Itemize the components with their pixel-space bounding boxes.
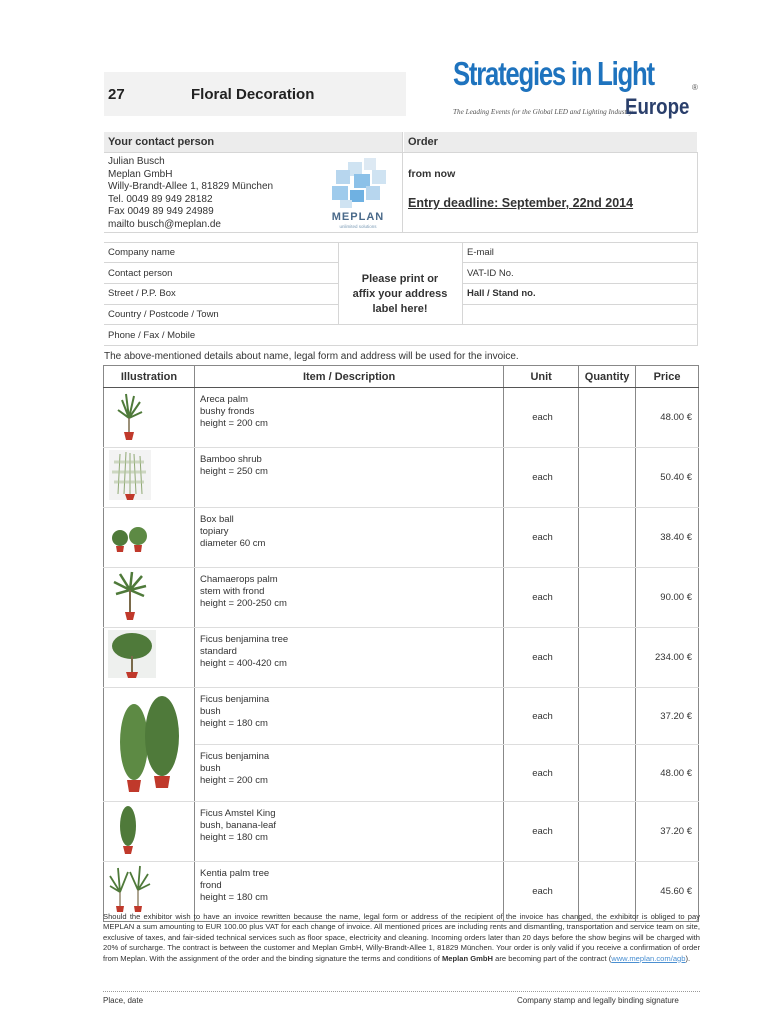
divider [104,232,698,233]
item-detail: stem with frond [200,586,265,597]
contact-heading: Your contact person [108,136,215,148]
contact-line: Tel. 0049 89 949 28182 [108,193,213,205]
item-description [195,388,504,448]
contact-line: Julian Busch [108,156,165,167]
item-unit: each [504,508,579,568]
plant-image [104,388,195,448]
item-detail: frond [200,880,222,891]
column-header-unit: Unit [504,366,579,388]
item-detail: bush [200,763,221,774]
terms-company: Meplan GmbH [441,953,494,963]
plant-image [104,508,195,568]
table-row [104,508,699,568]
item-unit: each [504,388,579,448]
item-unit: each [504,688,579,745]
item-detail: height = 180 cm [200,892,268,903]
table-row [104,628,699,688]
item-unit: each [504,568,579,628]
signature-line [103,991,700,992]
contact-line: Fax 0049 89 949 24989 [108,206,214,217]
palm-icon [104,388,194,444]
item-detail: bush, banana-leaf [200,820,277,831]
kentia-palm-icon [104,862,194,918]
phone-fax-mobile-field[interactable]: Phone / Fax / Mobile [108,330,196,341]
order-from: from now [408,168,456,180]
item-detail: height = 200 cm [200,775,268,786]
item-name: Ficus benjamina [200,694,270,705]
item-description [195,448,504,508]
quantity-input[interactable] [579,688,636,745]
item-detail: topiary [200,526,229,537]
email-field[interactable]: E-mail [467,247,494,258]
plant-image [104,802,195,862]
logo-tagline: The Leading Events for the Global LED and Lighting Industry [453,108,633,116]
item-description [195,688,504,745]
quantity-input[interactable] [579,508,636,568]
contact-person-field[interactable]: Contact person [108,268,173,279]
divider [104,152,697,153]
table-row [104,802,699,862]
divider [402,132,403,232]
divider [462,304,698,305]
item-description [195,745,504,802]
page-title: Floral Decoration [191,86,315,103]
contact-email[interactable]: mailto busch@meplan.de [108,218,221,230]
company-name-field[interactable]: Company name [108,247,176,258]
item-description [195,628,504,688]
divider [697,152,698,232]
section-number: 27 [108,86,125,103]
item-description [195,508,504,568]
plant-image [104,568,195,628]
item-price: 37.20 € [636,802,699,862]
contact-details [108,156,273,231]
table-header-row [104,366,699,388]
item-name: Ficus benjamina [200,751,270,762]
divider [462,242,463,324]
divider [104,262,338,263]
divider [697,242,698,346]
item-detail: height = 200 cm [200,418,268,429]
ficus-bush-icon [104,688,194,798]
terms-part: are becoming part of the contract ( [493,953,612,963]
street-field[interactable]: Street / P.P. Box [108,288,176,299]
divider [104,304,338,305]
meplan-logo [318,156,398,230]
item-price: 37.20 € [636,688,699,745]
divider [462,283,698,284]
item-price: 38.40 € [636,508,699,568]
item-unit: each [504,862,579,922]
item-name: Kentia palm tree [200,868,270,879]
item-price: 90.00 € [636,568,699,628]
item-detail: standard [200,646,237,657]
item-description [195,568,504,628]
table-row [104,448,699,508]
item-detail: height = 200-250 cm [200,598,287,609]
terms-link[interactable]: www.meplan.com/agb [611,953,686,963]
table-row [104,568,699,628]
signature-label: Company stamp and legally binding signature [517,996,679,1005]
item-detail: height = 180 cm [200,832,268,843]
item-detail: height = 400-420 cm [200,658,287,669]
item-name: Bamboo shrub [200,454,262,465]
terms-text [103,912,700,964]
table-row [104,388,699,448]
quantity-input[interactable] [579,568,636,628]
order-heading: Order [408,136,438,148]
divider [462,262,698,263]
item-name: Areca palm [200,394,249,405]
item-name: Ficus Amstel King [200,808,276,819]
plant-image [104,688,195,802]
divider [338,242,339,324]
quantity-input[interactable] [579,802,636,862]
address-label-line: Please print or [361,273,439,285]
divider [104,283,338,284]
item-unit: each [504,802,579,862]
column-header-description: Item / Description [195,366,504,388]
plant-image [104,448,195,508]
tree-icon [104,628,194,684]
contact-line: Meplan GmbH [108,168,173,180]
item-description [195,802,504,862]
quantity-input[interactable] [579,745,636,802]
item-price: 48.00 € [636,745,699,802]
quantity-input[interactable] [579,388,636,448]
invoice-note: The above-mentioned details about name, legal form and address will be used for the invoice. [104,351,519,362]
fan-palm-icon [104,568,194,624]
item-detail: height = 180 cm [200,718,268,729]
table-row [104,688,699,745]
meplan-tagline: unlimited solutions [339,224,377,229]
column-header-quantity: Quantity [579,366,636,388]
item-unit: each [504,628,579,688]
item-price: 50.40 € [636,448,699,508]
item-unit: each [504,745,579,802]
item-detail: height = 250 cm [200,466,268,477]
event-logo: Strategies in Light [453,55,654,92]
terms-part: ). [685,953,691,963]
item-unit: each [504,448,579,508]
item-price: 48.00 € [636,388,699,448]
quantity-input[interactable] [579,448,636,508]
column-header-price: Price [636,366,699,388]
cubes-icon [318,156,398,230]
entry-deadline: Entry deadline: September, 22nd 2014 [408,196,634,210]
address-label-area[interactable] [340,272,460,317]
products-table [103,365,699,922]
item-price: 234.00 € [636,628,699,688]
address-label-line: affix your address [352,288,448,300]
item-detail: bushy fronds [200,406,255,417]
column-header-illustration: Illustration [104,366,195,388]
item-name: Ficus benjamina tree [200,634,289,645]
contact-line: Willy-Brandt-Allee 1, 81829 München [108,181,274,192]
logo-region: Europe [625,94,690,119]
meplan-wordmark: MEPLAN [331,211,385,223]
address-label-line: label here! [372,303,428,315]
item-price: 45.60 € [636,862,699,922]
ficus-amstel-icon [104,802,194,858]
order-heading-cell [404,132,697,152]
bamboo-icon [104,448,194,504]
vat-id-field[interactable]: VAT-ID No. [467,268,514,279]
hall-stand-field[interactable]: Hall / Stand no. [467,288,536,299]
item-name: Box ball [200,514,234,525]
item-name: Chamaerops palm [200,574,278,585]
item-detail: diameter 60 cm [200,538,266,549]
plant-image [104,628,195,688]
quantity-input[interactable] [579,628,636,688]
terms-part: Should the exhibitor wish to have an invoice rewritten because the name, legal form or address of the recipient of the invoice has changed, the exhibitor is obliged to pay MEPLAN a sum amounting to EUR 100.00 plus VAT for each change of invoice. All mentioned prices are including rents and dismantling, transportation and service team on site, exclusive of taxes, and fair-sided technical services such as floor space, electricity and cleaning. Incoming orders later than 20 days before the show begins will be charged with 20% of surcharge. The contract is between the customer and Meplan GmbH, Willy-Brandt-Allee 1, 81829 München. Your order is only valid if you receive a confirmation of order from Meplan. With the assignment of the order and the binding signature the terms and conditions of [103,912,700,963]
divider [104,324,698,325]
country-postcode-town-field[interactable]: Country / Postcode / Town [108,309,219,320]
registered-mark: ® [692,83,698,92]
place-date-label: Place, date [103,996,144,1005]
box-ball-icon [104,508,194,564]
item-detail: bush [200,706,221,717]
